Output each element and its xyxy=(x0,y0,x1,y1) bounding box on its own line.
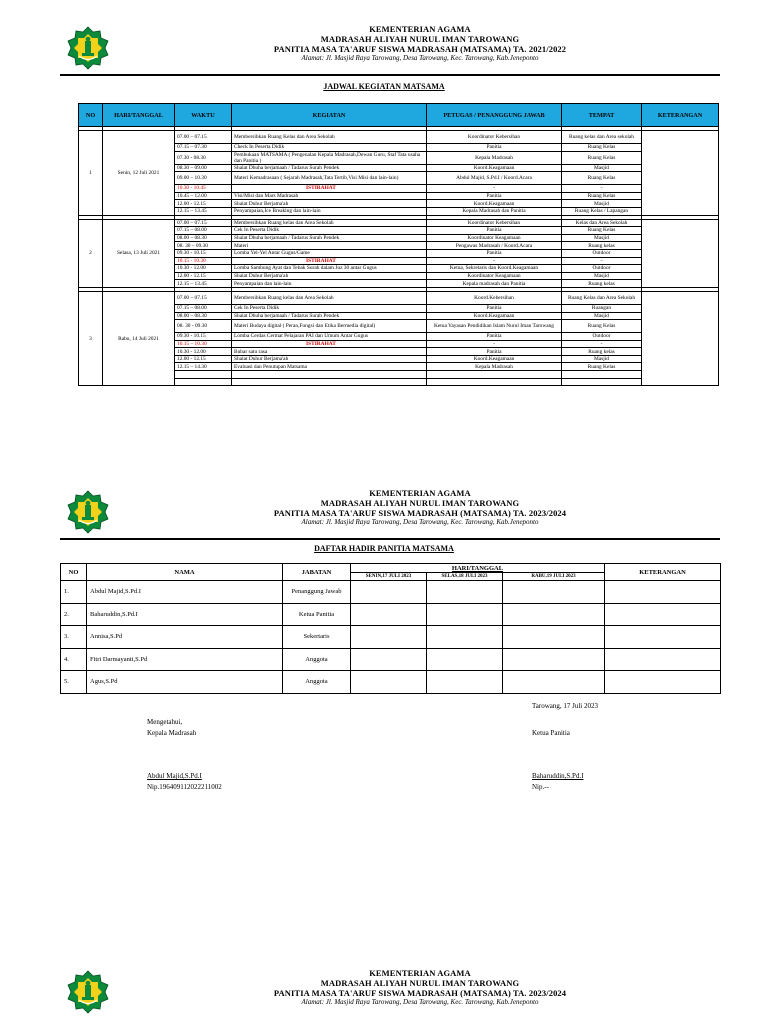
officer-cell: Koord.Keagamaan xyxy=(427,312,562,320)
officer-cell: Koord.Keagamaan xyxy=(427,200,562,208)
attendance-notes[interactable] xyxy=(605,671,721,694)
time-cell: 12.00 - 12.15 xyxy=(175,272,232,280)
schedule-row xyxy=(79,320,719,333)
schedule-col-header: NO xyxy=(79,104,103,127)
officer-cell: Kepala Madrasah xyxy=(427,151,562,164)
attendance-sign-day3[interactable] xyxy=(503,626,605,649)
activity-cell: Cek In Peserta Didik xyxy=(232,304,427,312)
activity-cell: Materi Budaya digital ( Peran,Fungsi dan Etika Bermedia digital) xyxy=(232,320,427,333)
officer-cell: Koord.Kebersihan xyxy=(427,291,562,304)
schedule-row xyxy=(79,200,719,208)
notes-cell xyxy=(642,219,719,287)
place-cell: Ruang kelas xyxy=(562,242,642,250)
schedule-row xyxy=(79,257,719,265)
officer-cell: Koordinator Keagamaan xyxy=(427,272,562,280)
place-cell: Ruang Kelas xyxy=(562,172,642,185)
place-date: Tarowang, 17 Juli 2023 xyxy=(532,702,599,710)
attendance-sign-day2[interactable] xyxy=(427,648,503,671)
schedule-col-header: TEMPAT xyxy=(562,104,642,127)
officer-cell: Koordinator Kebersihan xyxy=(427,131,562,144)
attendance-title: DAFTAR HADIR PANITIA MATSAMA xyxy=(314,544,454,553)
place-cell xyxy=(562,378,642,386)
activity-cell: Lomba Yel-Yel Antar Gugus/Game xyxy=(232,249,427,257)
activity-cell: Shalat Duhur Berjama'ah xyxy=(232,272,427,280)
place-cell: Ruangan xyxy=(562,304,642,312)
activity-cell xyxy=(232,371,427,379)
committee-name: PANITIA MASA TA'ARUF SISWA MADRASAH (MATSAMA) TA. 2023/2024 xyxy=(273,508,567,518)
notes-cell xyxy=(642,291,719,385)
address: Alamat: Jl. Masjid Raya Tarowang, Desa Tarowang, Kec. Tarowang, Kab.Jeneponto xyxy=(301,54,539,62)
chairman-title: Ketua Panitia xyxy=(532,729,570,737)
ministry-name: KEMENTERIAN AGAMA xyxy=(369,968,471,978)
time-cell: 10.30 - 12.00 xyxy=(175,265,232,273)
activity-cell: Materi Kemadrasaan ( Sejarah Madrasah,Tata Tertib,Visi Misi dan lain-lain) xyxy=(232,172,427,185)
time-cell: 10.15 - 10.30 xyxy=(175,257,232,265)
attendance-notes[interactable] xyxy=(605,648,721,671)
time-cell: 07.00 – 07.15 xyxy=(175,291,232,304)
officer-cell: Panitia xyxy=(427,144,562,152)
place-cell: Masjid xyxy=(562,200,642,208)
committee-name: PANITIA MASA TA'ARUF SISWA MADRASAH (MATSAMA) TA. 2023/2024 xyxy=(273,988,567,998)
place-cell: - xyxy=(562,257,642,265)
address: Alamat: Jl. Masjid Raya Tarowang, Desa Tarowang, Kec. Tarowang, Kab.Jeneponto xyxy=(301,518,539,526)
officer-cell: Koord.Keagamaan xyxy=(427,164,562,172)
schedule-title: JADWAL KEGIATAN MATSAMA xyxy=(323,82,445,91)
attendance-sign-day2[interactable] xyxy=(427,603,503,626)
activity-cell: Shalat Dhuha berjamaah / Tadarus Surah Pendek xyxy=(232,164,427,172)
place-cell: - xyxy=(562,340,642,348)
place-cell: Masjid xyxy=(562,312,642,320)
attendance-day-header: SELAS,18 JULI 2023 xyxy=(427,573,503,581)
time-cell: 10.45 – 12.00 xyxy=(175,192,232,200)
schedule-row xyxy=(79,249,719,257)
officer-cell: Panitia xyxy=(427,249,562,257)
officer-cell: Panitia xyxy=(427,227,562,235)
activity-cell: Materi xyxy=(232,242,427,250)
time-cell: 07.15 – 08.00 xyxy=(175,304,232,312)
place-cell: Outdoor xyxy=(562,333,642,341)
activity-cell: Penyampaian,Ice Breaking dan lain-lain xyxy=(232,207,427,215)
time-cell: 07.00 – 07.15 xyxy=(175,219,232,227)
time-cell: 07.00 – 07.15 xyxy=(175,131,232,144)
place-cell: Ruang Kelas xyxy=(562,192,642,200)
attendance-table xyxy=(60,563,721,694)
place-cell xyxy=(562,371,642,379)
place-cell: Masjid xyxy=(562,272,642,280)
activity-cell: Lomba Cerdas Cermat Pelajaran PAI dan Umum Antar Gugus xyxy=(232,333,427,341)
col-jabatan: JABATAN xyxy=(283,564,351,581)
day-date: Rabu, 14 Juli 2021 xyxy=(103,291,175,385)
attendance-sign-day3[interactable] xyxy=(503,648,605,671)
activity-cell: Shalat Duhur Berjama'ah xyxy=(232,200,427,208)
attendance-sign-day1[interactable] xyxy=(351,603,427,626)
place-cell: Ruang kelas dan Area sekolah xyxy=(562,131,642,144)
col-no: NO xyxy=(61,564,87,581)
notes-cell xyxy=(642,131,719,216)
schedule-row xyxy=(79,363,719,371)
attendance-role: Ketua Panitia xyxy=(283,603,351,626)
place-cell: Outdoor xyxy=(562,249,642,257)
schedule-row xyxy=(79,312,719,320)
time-cell: 10.30 - 10.45 xyxy=(175,185,232,193)
principal-nip: Nip.196409112022211002 xyxy=(147,783,222,791)
attendance-name: Fitri Darmayanti,S.Pd xyxy=(87,648,283,671)
time-cell xyxy=(175,378,232,386)
time-cell: 12.15 – 14.30 xyxy=(175,363,232,371)
schedule-row xyxy=(79,242,719,250)
attendance-row xyxy=(61,603,721,626)
letterhead-bottom xyxy=(60,968,720,1024)
activity-cell: Membersihkan Ruang kelas dan Area Sekolah xyxy=(232,219,427,227)
schedule-row xyxy=(79,227,719,235)
officer-cell: Ketua, Sekretaris dan Koord.Keagamaan xyxy=(427,265,562,273)
attendance-sign-day1[interactable] xyxy=(351,581,427,604)
attendance-name: Annisa,S.Pd xyxy=(87,626,283,649)
time-cell: 09.30 - 10.15 xyxy=(175,333,232,341)
place-cell: Ruang Kelas xyxy=(562,151,642,164)
officer-cell: Ketua Yayasan Pendidikan Islam Nurul Iman Tarowang xyxy=(427,320,562,333)
schedule-row xyxy=(79,348,719,356)
attendance-sign-day3[interactable] xyxy=(503,581,605,604)
place-cell: Ruang Kelas / Lapangan xyxy=(562,207,642,215)
attendance-role: Penanggung Jawab xyxy=(283,581,351,604)
place-cell: Kelas dan Area Sekolah xyxy=(562,219,642,227)
ministry-name: KEMENTERIAN AGAMA xyxy=(369,488,471,498)
chairman-name: Baharuddin,S.Pd.I xyxy=(532,772,584,780)
officer-cell: Kepala madrasah dan Panitia xyxy=(427,280,562,288)
committee-name: PANITIA MASA TA'ARUF SISWA MADRASAH (MATSAMA) TA. 2021/2022 xyxy=(273,44,567,54)
activity-cell: Pembukaan MATSAMA ( Pengenalan Kepala Madrasah,Dewan Guru, Staf Tata usaha dan Panitia ) xyxy=(232,151,427,164)
time-cell: 08. 30 - 09.30 xyxy=(175,320,232,333)
attendance-sign-day2[interactable] xyxy=(427,581,503,604)
attendance-notes[interactable] xyxy=(605,603,721,626)
schedule-row xyxy=(79,151,719,164)
schedule-col-header: HARI/TANGGAL xyxy=(103,104,175,127)
officer-cell: Panitia xyxy=(427,304,562,312)
activity-cell: Membersihkan Ruang Kelas dan Area Sekolah xyxy=(232,131,427,144)
day-number: 3 xyxy=(79,291,103,385)
schedule-row xyxy=(79,185,719,193)
activity-cell: Bubar satu rasa xyxy=(232,348,427,356)
acknowledged-label: Mengetahui, xyxy=(147,718,183,726)
schedule-row xyxy=(79,355,719,363)
day-number: 1 xyxy=(79,131,103,216)
divider xyxy=(60,74,720,76)
attendance-day-header: RABU,19 JULI 2023 xyxy=(503,573,605,581)
officer-cell: Koordinator Kebersihan xyxy=(427,219,562,227)
officer-cell: - xyxy=(427,185,562,193)
school-name: MADRASAH ALIYAH NURUL IMAN TAROWANG xyxy=(320,34,520,44)
time-cell: 09.00 – 10.30 xyxy=(175,172,232,185)
schedule-row xyxy=(79,280,719,288)
place-cell: Masjid xyxy=(562,234,642,242)
attendance-role: Anggota xyxy=(283,648,351,671)
time-cell: 09.30 - 10.15 xyxy=(175,249,232,257)
attendance-sign-day1[interactable] xyxy=(351,626,427,649)
day-number: 2 xyxy=(79,219,103,287)
schedule-row xyxy=(79,219,719,227)
officer-cell: - xyxy=(427,257,562,265)
officer-cell: Koord.Keagamaan xyxy=(427,355,562,363)
attendance-no: 2. xyxy=(61,603,87,626)
place-cell: Ruang Kelas xyxy=(562,144,642,152)
activity-cell: Check In Peserta Didik xyxy=(232,144,427,152)
logo-slot xyxy=(66,490,110,534)
time-cell: 12.00 - 12.15 xyxy=(175,200,232,208)
activity-cell: Membersihkan Ruang kelas dan Area Sekolah xyxy=(232,291,427,304)
schedule-row xyxy=(79,234,719,242)
place-cell: Ruang kelas xyxy=(562,280,642,288)
officer-cell xyxy=(427,371,562,379)
attendance-role: Anggota xyxy=(283,671,351,694)
schedule-col-header: WAKTU xyxy=(175,104,232,127)
time-cell: 08.00 – 08.30 xyxy=(175,312,232,320)
principal-name: Abdul Majid,S.Pd.I xyxy=(147,772,202,780)
attendance-row xyxy=(61,671,721,694)
time-cell: 12.00 - 12.15 xyxy=(175,355,232,363)
time-cell: 12.15 – 13.45 xyxy=(175,280,232,288)
activity-cell: ISTIRAHAT xyxy=(232,185,427,193)
attendance-sign-day1[interactable] xyxy=(351,648,427,671)
officer-cell: Koordinator Keagamaan xyxy=(427,234,562,242)
place-cell: Outdoor xyxy=(562,265,642,273)
schedule-row xyxy=(79,172,719,185)
time-cell: 10.15 – 10.30 xyxy=(175,340,232,348)
time-cell: 08.00 – 08.30 xyxy=(175,234,232,242)
attendance-notes[interactable] xyxy=(605,626,721,649)
schedule-row xyxy=(79,207,719,215)
time-cell: 08.30 – 09.00 xyxy=(175,164,232,172)
activity-cell: Shalat Duhur Berjama'ah xyxy=(232,355,427,363)
time-cell: 07.15 – 08.00 xyxy=(175,227,232,235)
schedule-col-header: KEGIATAN xyxy=(232,104,427,127)
schedule-row xyxy=(79,265,719,273)
attendance-no: 1. xyxy=(61,581,87,604)
activity-cell: Visi/Misi dan Mars Madrasah xyxy=(232,192,427,200)
attendance-role: Sekertaris xyxy=(283,626,351,649)
kemenag-logo-icon xyxy=(66,490,110,534)
attendance-no: 3. xyxy=(61,626,87,649)
activity-cell: Penyampaian dan lain-lain xyxy=(232,280,427,288)
schedule-row xyxy=(79,192,719,200)
time-cell: 08. 30 – 09.30 xyxy=(175,242,232,250)
activity-cell: ISTIRAHAT xyxy=(232,340,427,348)
activity-cell: Shalat Dhuha berjamaah / Tadarus Surah Pendek xyxy=(232,234,427,242)
schedule-row xyxy=(79,304,719,312)
schedule-row xyxy=(79,371,719,379)
schedule-row xyxy=(79,164,719,172)
kemenag-logo-icon xyxy=(66,970,110,1014)
officer-cell: Kepala Madrasah dan Panitia xyxy=(427,207,562,215)
schedule-row xyxy=(79,131,719,144)
schedule-row xyxy=(79,340,719,348)
officer-cell: Pengawas Madrasah / Koord.Acara xyxy=(427,242,562,250)
place-cell: Masjid xyxy=(562,355,642,363)
schedule-row xyxy=(79,272,719,280)
letterhead-top xyxy=(60,24,720,80)
address: Alamat: Jl. Masjid Raya Tarowang, Desa Tarowang, Kec. Tarowang, Kab.Jeneponto xyxy=(301,998,539,1006)
activity-cell: Shalat Dhuha berjamaah / Tadarus Surah Pendek xyxy=(232,312,427,320)
attendance-sign-day3[interactable] xyxy=(503,603,605,626)
attendance-no: 5. xyxy=(61,671,87,694)
attendance-name: Agus,S.Pd xyxy=(87,671,283,694)
place-cell: Ruang Kelas xyxy=(562,227,642,235)
attendance-row xyxy=(61,581,721,604)
chairman-nip: Nip.-- xyxy=(532,783,549,791)
schedule-row xyxy=(79,291,719,304)
activity-cell: Cek In Peserta Didik xyxy=(232,227,427,235)
place-cell: Ruang Kelas dan Area Sekolah xyxy=(562,291,642,304)
attendance-row xyxy=(61,648,721,671)
attendance-day-header: SENIN,17 JULI 2023 xyxy=(351,573,427,581)
activity-cell xyxy=(232,378,427,386)
ministry-name: KEMENTERIAN AGAMA xyxy=(369,24,471,34)
attendance-name: Abdul Majid,S.Pd.I xyxy=(87,581,283,604)
day-date: Senin, 12 Juli 2021 xyxy=(103,131,175,216)
place-cell: Masjid xyxy=(562,164,642,172)
col-nama: NAMA xyxy=(87,564,283,581)
officer-cell: - xyxy=(427,340,562,348)
time-cell: 07.30 - 08.30 xyxy=(175,151,232,164)
attendance-sign-day2[interactable] xyxy=(427,671,503,694)
kemenag-logo-icon xyxy=(66,26,110,70)
place-cell: Ruang Kelas xyxy=(562,363,642,371)
attendance-sign-day2[interactable] xyxy=(427,626,503,649)
principal-title: Kepala Madrasah xyxy=(147,729,197,737)
place-cell: Ruang kelas xyxy=(562,348,642,356)
schedule-row xyxy=(79,378,719,386)
time-cell: 12.15 – 13.45 xyxy=(175,207,232,215)
officer-cell: Kepala Madrasah xyxy=(427,363,562,371)
time-cell xyxy=(175,371,232,379)
time-cell: 10.30 - 12.00 xyxy=(175,348,232,356)
schedule-header-row xyxy=(79,104,719,127)
activity-cell: ISTIRAHAT xyxy=(232,257,427,265)
attendance-sign-day1[interactable] xyxy=(351,671,427,694)
officer-cell: Panitia xyxy=(427,333,562,341)
attendance-notes[interactable] xyxy=(605,581,721,604)
attendance-row xyxy=(61,626,721,649)
attendance-sign-day3[interactable] xyxy=(503,671,605,694)
letterhead-middle xyxy=(60,488,720,544)
officer-cell: Abdul Majid, S.Pd.I / Koord.Acara xyxy=(427,172,562,185)
col-hari: HARI/TANGGAL xyxy=(351,564,605,573)
col-keterangan: KETERANGAN xyxy=(605,564,721,581)
attendance-no: 4. xyxy=(61,648,87,671)
officer-cell: Panitia xyxy=(427,348,562,356)
schedule-row xyxy=(79,144,719,152)
schedule-table xyxy=(78,103,719,386)
place-cell: Ruang Kelas xyxy=(562,320,642,333)
day-date: Selasa, 13 Juli 2021 xyxy=(103,219,175,287)
officer-cell xyxy=(427,378,562,386)
logo-slot xyxy=(66,970,110,1014)
place-cell: - xyxy=(562,185,642,193)
schedule-col-header: PETUGAS / PENANGGUNG JAWAB xyxy=(427,104,562,127)
attendance-name: Baharuddin,S.Pd.I xyxy=(87,603,283,626)
activity-cell: Evaluasi dan Penutupan Matsama xyxy=(232,363,427,371)
schedule-row xyxy=(79,333,719,341)
officer-cell: Panitia xyxy=(427,192,562,200)
school-name: MADRASAH ALIYAH NURUL IMAN TAROWANG xyxy=(320,978,520,988)
divider xyxy=(60,538,720,540)
schedule-col-header: KETERANGAN xyxy=(642,104,719,127)
activity-cell: Lomba Sambung Ayat dan Tebak Surah dalam Juz 30 antar Gugus xyxy=(232,265,427,273)
time-cell: 07.15 – 07.30 xyxy=(175,144,232,152)
logo-slot xyxy=(66,26,110,70)
school-name: MADRASAH ALIYAH NURUL IMAN TAROWANG xyxy=(320,498,520,508)
